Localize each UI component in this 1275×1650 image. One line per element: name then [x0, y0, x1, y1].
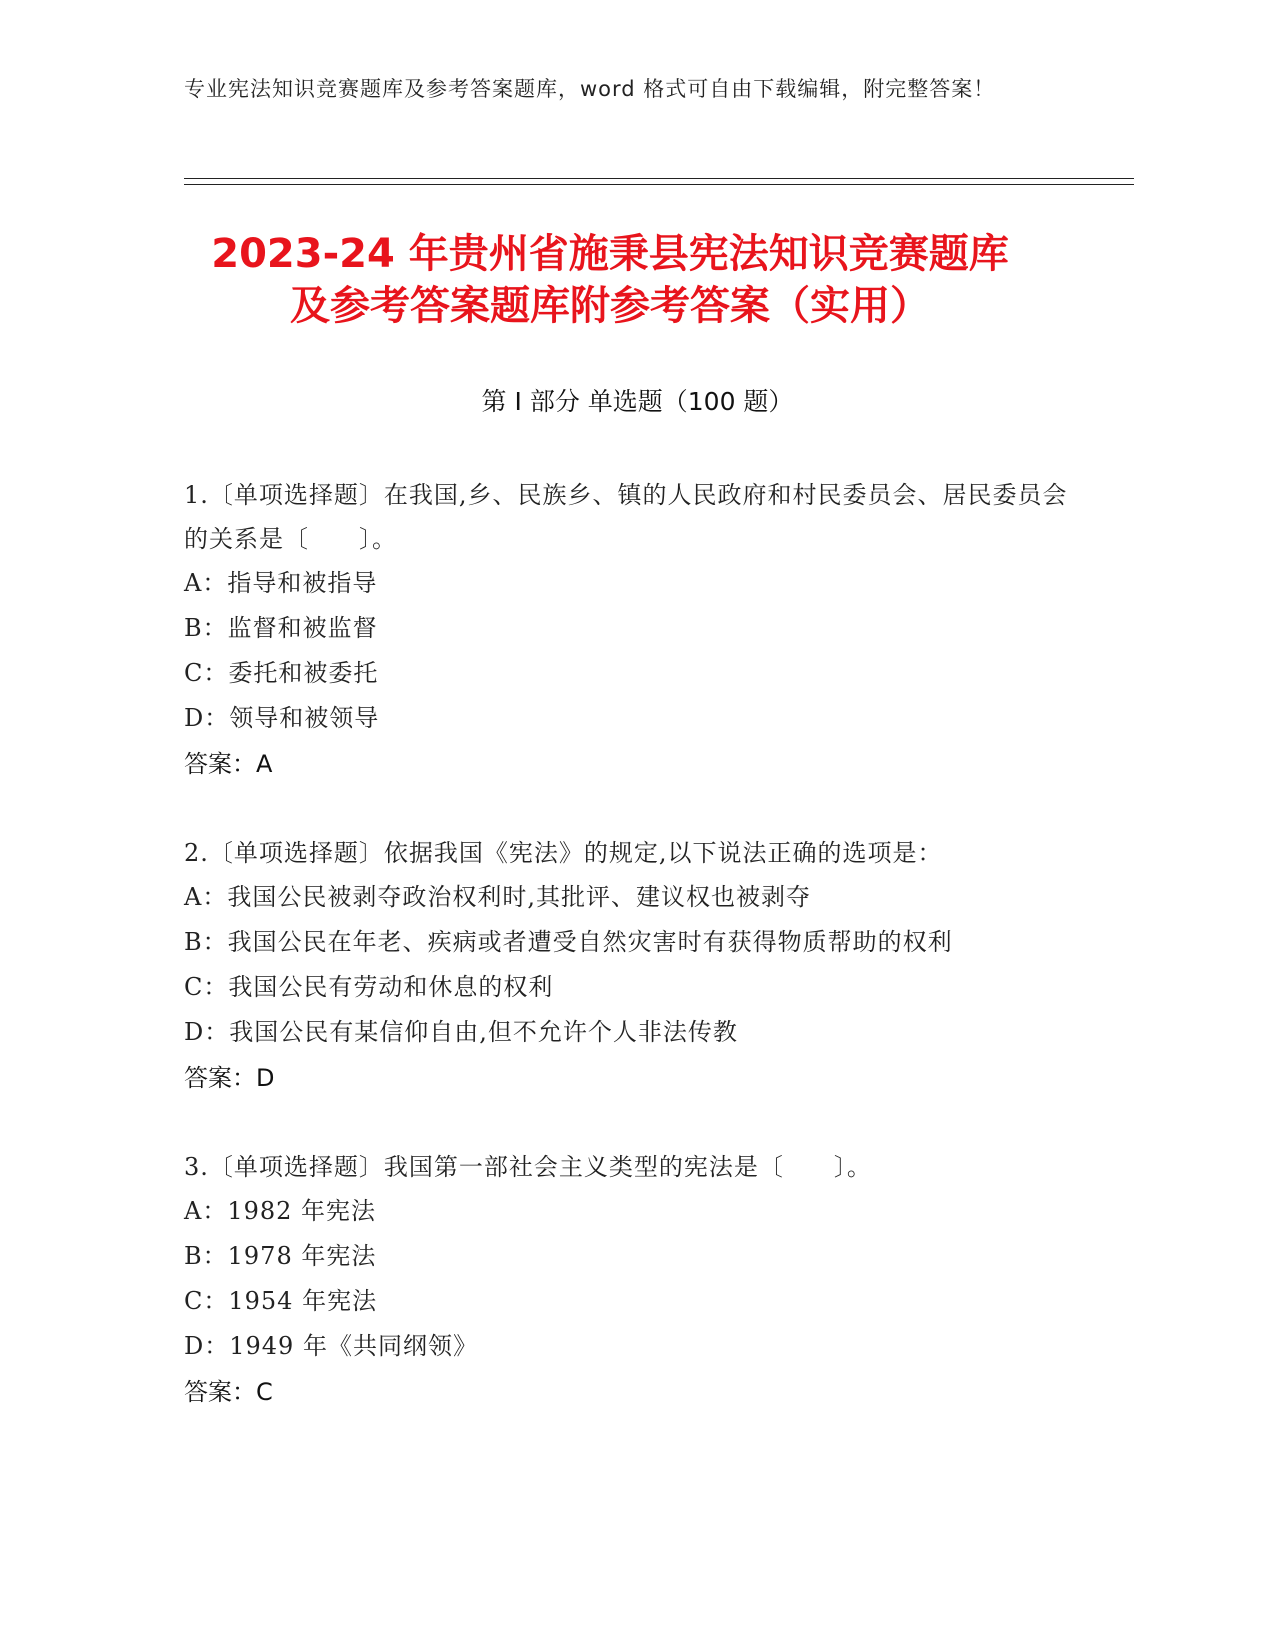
question-1: [184, 473, 1074, 787]
question-stem: 1.〔单项选择题〕在我国,乡、民族乡、镇的人民政府和村民委员会、居民委员会的关系是〔 〕。: [184, 481, 1068, 553]
option-b: B：监督和被监督: [184, 614, 378, 642]
header-divider-top: [184, 178, 1134, 179]
question-3: [184, 1145, 1074, 1415]
header-divider-bottom: [184, 184, 1134, 185]
question-list: [184, 473, 1074, 1459]
header-note: 专业宪法知识竞赛题库及参考答案题库，word 格式可自由下载编辑，附完整答案！: [184, 77, 996, 101]
option-c: C：我国公民有劳动和休息的权利: [184, 973, 554, 1001]
section-title: 第 I 部分 单选题（100 题）: [481, 387, 794, 416]
option-a: A：我国公民被剥夺政治权利时,其批评、建议权也被剥夺: [184, 883, 811, 911]
option-c: C：委托和被委托: [184, 659, 379, 687]
option-b: B：我国公民在年老、疾病或者遭受自然灾害时有获得物质帮助的权利: [184, 928, 953, 956]
document-title: [160, 228, 1060, 332]
option-b: B：1978 年宪法: [184, 1242, 377, 1270]
option-d: D：我国公民有某信仰自由,但不允许个人非法传教: [184, 1018, 738, 1046]
option-a: A：指导和被指导: [184, 569, 378, 597]
answer: 答案：C: [184, 1378, 273, 1406]
option-c: C：1954 年宪法: [184, 1287, 378, 1315]
question-stem: 2.〔单项选择题〕依据我国《宪法》的规定,以下说法正确的选项是：: [184, 839, 943, 867]
option-d: D：1949 年《共同纲领》: [184, 1332, 478, 1360]
document-title-line-2: 及参考答案题库附参考答案（实用）: [290, 283, 930, 329]
document-title-line-1: 2023-24 年贵州省施秉县宪法知识竞赛题库: [211, 231, 1009, 277]
question-stem: 3.〔单项选择题〕我国第一部社会主义类型的宪法是〔 〕。: [184, 1153, 872, 1181]
option-a: A：1982 年宪法: [184, 1197, 377, 1225]
answer: 答案：A: [184, 750, 273, 778]
answer: 答案：D: [184, 1064, 275, 1092]
option-d: D：领导和被领导: [184, 704, 380, 732]
question-2: [184, 831, 1074, 1101]
